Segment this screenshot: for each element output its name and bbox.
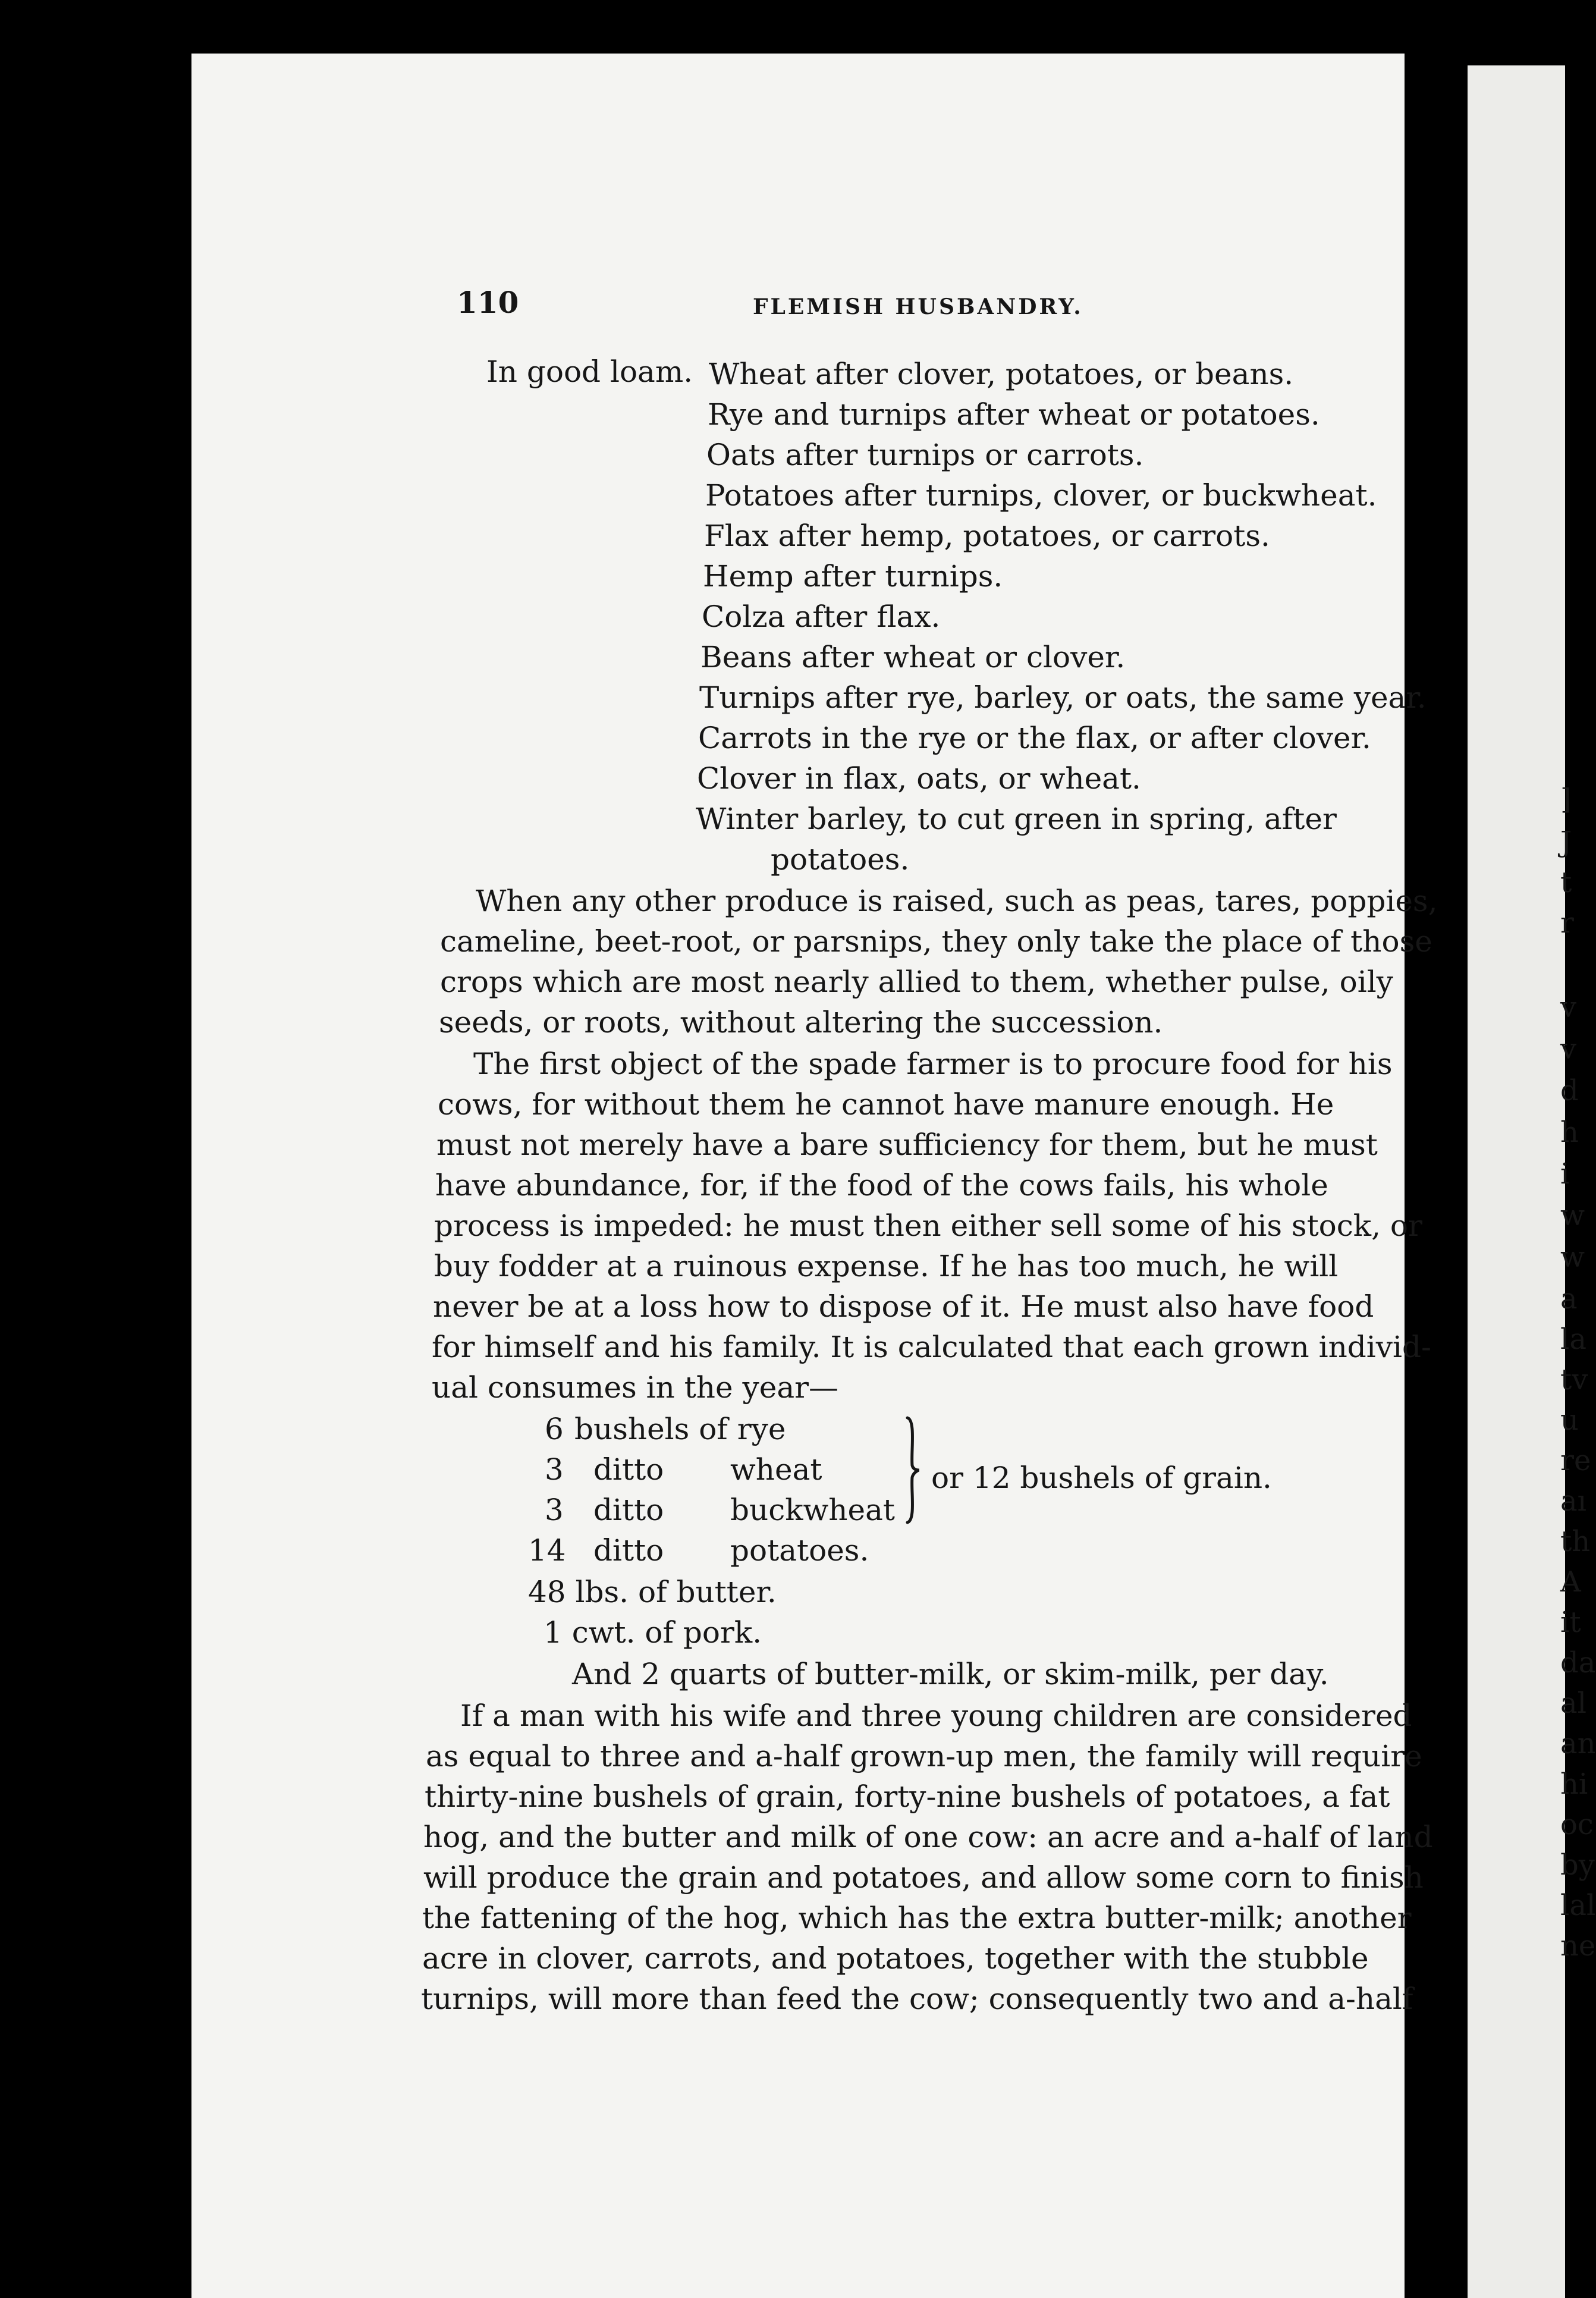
consumption-item: buckwheat bbox=[730, 1493, 896, 1527]
facing-fragment: A bbox=[1560, 1565, 1581, 1599]
paragraph-line: cows, for without them he cannot have manure enough. He bbox=[438, 1087, 1334, 1122]
paragraph-line: will produce the grain and potatoes, and allow some corn to finish bbox=[423, 1860, 1424, 1895]
facing-fragment: aı bbox=[1560, 1484, 1586, 1518]
facing-fragment: ] bbox=[1560, 783, 1572, 816]
facing-fragment: da bbox=[1560, 1646, 1596, 1679]
rotation-line: Clover in flax, oats, or wheat. bbox=[697, 761, 1141, 796]
facing-fragment: th bbox=[1560, 1525, 1591, 1558]
facing-fragment: u bbox=[1560, 1404, 1579, 1437]
facing-fragment: an bbox=[1560, 1727, 1596, 1760]
facing-fragment: ne bbox=[1560, 1929, 1596, 1963]
paragraph-line: for himself and his family. It is calculated that each grown individ- bbox=[432, 1330, 1431, 1364]
paragraph-line: must not merely have a bare sufficiency for them, but he must bbox=[436, 1128, 1378, 1162]
facing-fragment: J bbox=[1560, 825, 1572, 859]
consumption-qty: 14 bbox=[528, 1533, 566, 1568]
facing-fragment: tv bbox=[1560, 1363, 1588, 1396]
paragraph-line: thirty-nine bushels of grain, forty-nine bushels of potatoes, a fat bbox=[425, 1779, 1390, 1814]
consumption-unit: ditto bbox=[593, 1533, 664, 1568]
consumption-item: potatoes. bbox=[730, 1533, 869, 1568]
consumption-unit: bushels of rye bbox=[574, 1412, 786, 1446]
paragraph-line: acre in clover, carrots, and potatoes, together with the stubble bbox=[422, 1941, 1369, 1976]
rotation-label: In good loam. bbox=[486, 354, 693, 389]
facing-fragment: d bbox=[1560, 1074, 1579, 1107]
paragraph-line: ual consumes in the year— bbox=[432, 1370, 839, 1405]
facing-fragment: h bbox=[1560, 1116, 1579, 1149]
rotation-line: Winter barley, to cut green in spring, after bbox=[696, 802, 1337, 836]
facing-fragment: t bbox=[1560, 866, 1572, 899]
facing-fragment: hi bbox=[1560, 1768, 1588, 1801]
paragraph-line: cameline, beet-root, or parsnips, they only take the place of those bbox=[440, 924, 1432, 959]
page-number: 110 bbox=[457, 285, 519, 320]
running-title: FLEMISH HUSBANDRY. bbox=[753, 294, 1083, 319]
facing-fragment: w bbox=[1560, 1199, 1585, 1232]
paragraph-line: The first object of the spade farmer is to procure food for his bbox=[473, 1047, 1393, 1081]
paragraph-line: When any other produce is raised, such as peas, tares, poppies, bbox=[476, 884, 1438, 918]
facing-fragment: oc bbox=[1560, 1808, 1594, 1841]
facing-fragment: i bbox=[1560, 1157, 1570, 1191]
facing-fragment: a bbox=[1560, 1282, 1578, 1316]
rotation-line: potatoes. bbox=[771, 842, 910, 877]
paragraph-line: as equal to three and a-half grown-up men, the family will require bbox=[426, 1739, 1422, 1773]
facing-fragment: v bbox=[1560, 991, 1577, 1024]
facing-fragment: it bbox=[1560, 1606, 1581, 1639]
consumption-unit: ditto bbox=[593, 1452, 664, 1487]
facing-page-edge bbox=[1468, 65, 1596, 2298]
rotation-line: Rye and turnips after wheat or potatoes. bbox=[708, 397, 1320, 432]
rotation-line: Colza after flax. bbox=[702, 599, 941, 634]
consumption-line: 48 lbs. of butter. bbox=[528, 1575, 777, 1609]
rotation-line: Hemp after turnips. bbox=[703, 559, 1003, 594]
rotation-line: Turnips after rye, barley, or oats, the same year. bbox=[699, 680, 1427, 715]
curly-brace-icon bbox=[904, 1415, 922, 1525]
facing-fragment: w bbox=[1560, 1241, 1585, 1274]
consumption-line: 1 cwt. of pork. bbox=[543, 1615, 762, 1650]
paragraph-line: process is impeded: he must then either sell some of his stock, or bbox=[434, 1208, 1422, 1243]
paragraph-line: turnips, will more than feed the cow; consequently two and a-half bbox=[421, 1982, 1413, 2016]
paragraph-line: hog, and the butter and milk of one cow: an acre and a-half of land bbox=[423, 1820, 1433, 1854]
consumption-unit: ditto bbox=[593, 1493, 664, 1527]
paragraph-line: seeds, or roots, without altering the succession. bbox=[439, 1005, 1163, 1040]
facing-fragment: la bbox=[1560, 1323, 1586, 1356]
facing-fragment: al bbox=[1560, 1687, 1586, 1720]
rotation-line: Beans after wheat or clover. bbox=[700, 640, 1126, 674]
consumption-qty: 3 bbox=[545, 1452, 564, 1487]
facing-fragment: re bbox=[1560, 1444, 1591, 1477]
rotation-line: Oats after turnips or carrots. bbox=[706, 438, 1144, 472]
rotation-line: Flax after hemp, potatoes, or carrots. bbox=[704, 519, 1270, 553]
facing-fragment: lal bbox=[1560, 1889, 1596, 1922]
facing-fragment: by bbox=[1560, 1848, 1595, 1882]
brace-note: or 12 bushels of grain. bbox=[931, 1461, 1272, 1495]
rotation-line: Potatoes after turnips, clover, or buckwheat. bbox=[705, 478, 1377, 513]
facing-fragment: r bbox=[1560, 906, 1574, 940]
paragraph-line: buy fodder at a ruinous expense. If he has too much, he will bbox=[434, 1249, 1339, 1283]
rotation-line: Wheat after clover, potatoes, or beans. bbox=[709, 357, 1294, 391]
paragraph-line: never be at a loss how to dispose of it. He must also have food bbox=[433, 1289, 1374, 1324]
consumption-item: wheat bbox=[730, 1452, 822, 1487]
paragraph-line: the fattening of the hog, which has the extra butter-milk; another bbox=[422, 1901, 1412, 1935]
rotation-line: Carrots in the rye or the flax, or after clover. bbox=[698, 721, 1371, 755]
paragraph-line: crops which are most nearly allied to them, whether pulse, oily bbox=[440, 965, 1393, 999]
consumption-line: And 2 quarts of butter-milk, or skim-milk, per day. bbox=[572, 1657, 1329, 1691]
paragraph-line: If a man with his wife and three young children are considered bbox=[460, 1699, 1412, 1733]
consumption-qty: 3 bbox=[545, 1493, 564, 1527]
facing-fragment: v bbox=[1560, 1032, 1577, 1066]
consumption-qty: 6 bbox=[545, 1412, 564, 1446]
paragraph-line: have abundance, for, if the food of the cows fails, his whole bbox=[435, 1168, 1328, 1203]
